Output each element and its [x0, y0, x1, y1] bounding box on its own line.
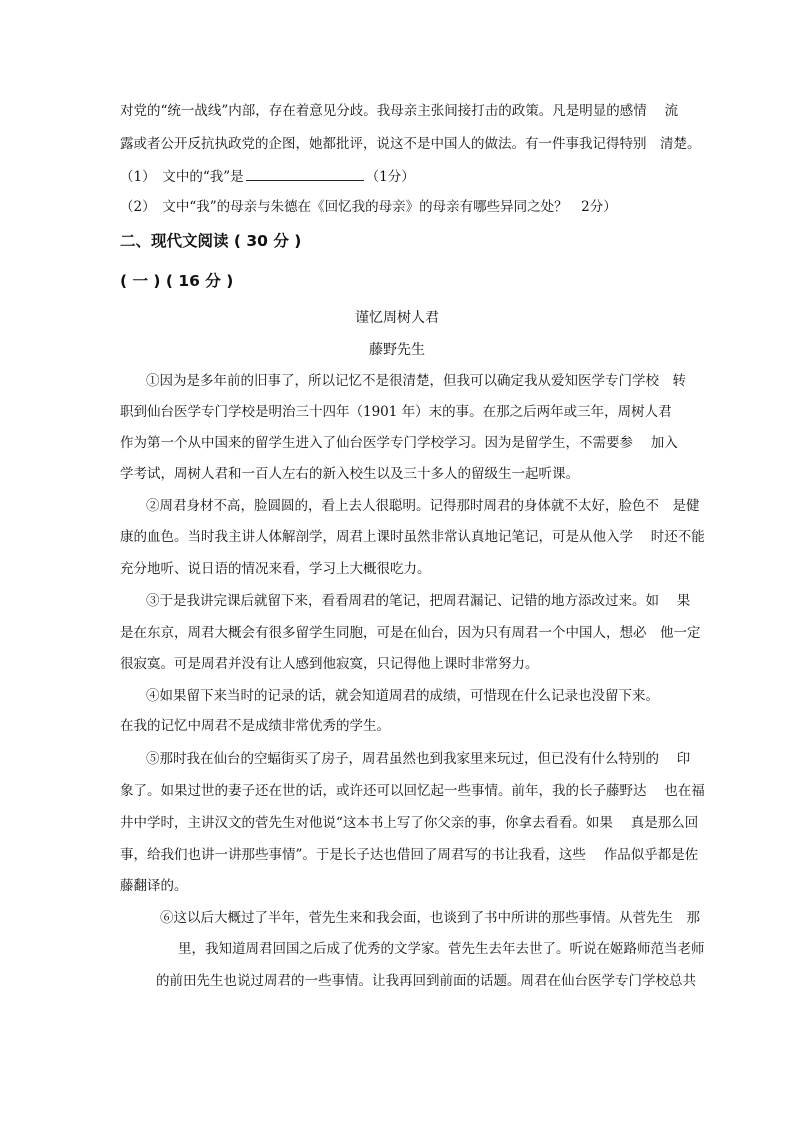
article-line: 康的血色。当时我主讲人体解剖学，周君上课时虽然非常认真地记笔记，可是从他入学 时还不能: [120, 529, 705, 545]
question-1: [120, 167, 415, 186]
article-author: 藤野先生: [369, 342, 425, 358]
article-line: 的前田先生也说过周君的一些事情。让我再回到前面的话题。周君在仙台医学专门学校总共: [156, 973, 696, 989]
intro-line-2: 露或者公开反抗执政党的企图，她都批评，说这不是中国人的做法。有一件事我记得特别 清楚。: [120, 136, 701, 152]
article-line: 充分地听、说日语的情况来看，学习上大概很吃力。: [120, 561, 431, 577]
article-line: 井中学时，主讲汉文的菅先生对他说“这本书上写了你父亲的事，你拿去看看。如果 真是那么回: [120, 815, 699, 831]
article-line: 象了。如果过世的妻子还在世的话，或许还可以回忆起一些事情。前年，我的长子藤野达 也在福: [120, 783, 705, 799]
article-line: 是在东京，周君大概会有很多留学生同胞，可是在仙台，因为只有周君一个中国人，想必 他一定: [120, 625, 701, 641]
answer-blank[interactable]: [246, 167, 364, 181]
article-line: 很寂寞。可是周君并没有让人感到他寂寞，只记得他上课时非常努力。: [120, 656, 539, 672]
article-line: ⑤那时我在仙台的空蝠街买了房子，周君虽然也到我家里来玩过，但已没有什么特别的 印: [146, 751, 691, 767]
article-title: 谨忆周树人君: [355, 310, 439, 326]
section-subheading: ( 一 ) ( 16 分 ): [120, 272, 234, 290]
intro-line-1: 对党的“统一战线”内部，存在着意见分歧。我母亲主张间接打击的政策。凡是明显的感情 流: [120, 103, 679, 119]
article-line: ②周君身材不高，脸圆圆的，看上去人很聪明。记得那时周君的身体就不太好，脸色不 是健: [146, 498, 700, 514]
article-line: 在我的记忆中周君不是成绩非常优秀的学生。: [120, 718, 390, 734]
question-1-prefix: （1） 文中的“我”是: [120, 169, 244, 185]
article-line: ③于是我讲完课后就留下来，看看周君的笔记，把周君漏记、记错的地方添改过来。如 果: [146, 593, 691, 609]
article-line: 事，给我们也讲一讲那些事情”。于是长子达也借回了周君写的书让我看，这些 作品似乎都是佐: [120, 847, 699, 863]
question-2: （2） 文中“我”的母亲与朱德在《回忆我的母亲》的母亲有哪些异同之处？ 2分）: [120, 199, 617, 215]
question-1-suffix: （1分）: [365, 169, 415, 185]
article-line: 藤翻译的。: [120, 878, 188, 894]
article-line: 职到仙台医学专门学校是明治三十四年（1901 年）末的事。在那之后两年或三年，周树人君: [120, 404, 672, 420]
article-line: 学考试，周树人君和一百人左右的新入校生以及三十多人的留级生一起听课。: [120, 466, 579, 482]
article-line: 作为第一个从中国来的留学生进入了仙台医学专门学校学习。因为是留学生，不需要参 加入: [120, 435, 678, 451]
section-heading: 二、现代文阅读 ( 30 分 ): [120, 232, 302, 250]
article-line: ⑥这以后大概过了半年，菅先生来和我会面，也谈到了书中所讲的那些事情。从菅先生 那: [160, 910, 700, 926]
article-line: ④如果留下来当时的记录的话，就会知道周君的成绩，可惜现在什么记录也没留下来。: [146, 688, 659, 704]
article-line: ①因为是多年前的旧事了，所以记忆不是很清楚，但我可以确定我从爱知医学专门学校 转: [146, 373, 686, 389]
article-line: 里，我知道周君回国之后成了优秀的文学家。菅先生去年去世了。听说在姬路师范当老师: [178, 941, 705, 957]
